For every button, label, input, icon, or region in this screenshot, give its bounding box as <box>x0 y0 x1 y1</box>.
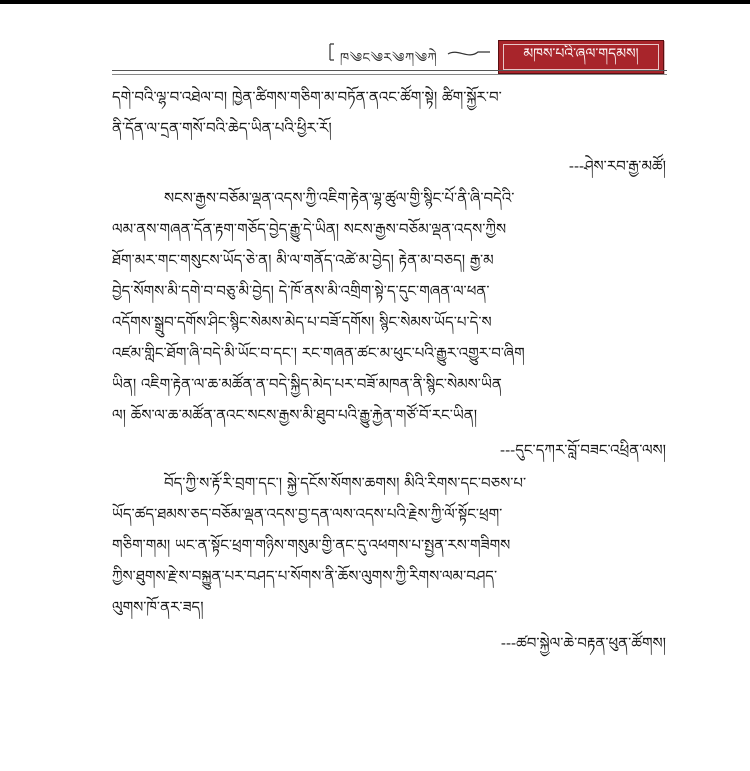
paragraph-line: ཡོད་ཚད་ཐམས་ཅད་བཅོམ་ལྡན་འདས་བྱ་དན་ལས་འདས་པའི་རྗེས་ཀྱི་ལོ་སྟོང་ཕྲག་ <box>112 505 503 523</box>
quote-attribution-1: ---ཤེས་རབ་རྒྱ་མཚོ། <box>568 157 666 175</box>
section-tag-label: མཁས་པའི་ཞལ་གདམས། <box>503 44 659 70</box>
section-tag <box>498 40 664 74</box>
paragraph-line: འཛམ་གླིང་ཐོག་ཞི་བདེ་མི་ཡོང་བ་དང་། རང་གཞན་ཚང་མ་ཕུང་པའི་རྒྱུར་འགྱུར་བ་ཞིག <box>112 344 525 362</box>
paragraph-line: དགེ་བའི་ལྷ་བ་འཐེལ་བ། ཁྱེན་ཚིགས་གཅིག་མ་བཏོན་ནའང་ཚོག་སྟེ། ཚིག་སྐྱོར་བ་ <box>112 88 502 106</box>
quote-paragraph-1 <box>112 82 667 144</box>
paragraph-line: སངས་རྒྱས་བཅོམ་ལྡན་འདས་ཀྱི་འཇིག་རྟེན་ལྷ་ཚུལ་གྱི་སྙིང་པོ་ནི་ཞི་བདེའི་ <box>164 189 515 207</box>
paragraph-line: འདོགས་སྒྲུབ་དགོས་ཤིང་སྙིང་སེམས་མེད་པ་བཟོ་དགོས། སྙིང་སེམས་ཡོད་པ་དེ་ས <box>112 313 492 331</box>
ornament-text: ཁ༄ང༄ར༄ཀ༄ཀེ <box>340 51 438 66</box>
header-rule <box>112 70 667 71</box>
quote-paragraph-2 <box>112 183 667 431</box>
paragraph-line: ལུགས་ཁོ་ནར་ཟད། <box>112 598 204 616</box>
top-edge-bar <box>0 0 750 4</box>
paragraph-line: ལ། ཆོས་ལ་ཆ་མཚོན་ནའང་སངས་རྒྱས་མི་ཐུབ་པའི་རྒྱུ་རྐྱེན་གཙོ་བོ་རང་ཡིན། <box>112 406 478 424</box>
paragraph-line: ལམ་ནས་གཞན་དོན་རྟག་གཅོད་བྱེད་རྒྱུ་དེ་ཡིན། སངས་རྒྱས་བཅོམ་ལྡན་འདས་ཀྱིས <box>112 220 507 238</box>
paragraph-line: ཡིན། འཇིག་རྟེན་ལ་ཆ་མཚོན་ན་བདེ་སྐྱིད་མེད་པར་བཟོ་མཁན་ནི་སྙིང་སེམས་ཡིན <box>112 375 502 393</box>
paragraph-line: བྱེད་སོགས་མི་དགེ་བ་བཅུ་མི་བྱེད། དེ་ཁོ་ནས་མི་འགྲིག་སྟེ་ད་དུང་གཞན་ལ་ཕན་ <box>112 282 490 300</box>
paragraph-line: ཐོག་མར་གང་གསུངས་ཡོད་ཅེ་ན། མི་ལ་གནོད་འཚེ་མ་བྱེད། རྟེན་མ་བཅད། རྒྱ་མ <box>112 251 494 269</box>
header-rule-secondary <box>112 74 667 75</box>
paragraph-line: གཅིག་གམ། ཡང་ན་སྟོང་ཕྲག་གཉིས་གསུམ་གྱི་ནང་དུ་འཕགས་པ་སྤྱན་རས་གཟིགས <box>112 536 511 554</box>
paragraph-line: ནི་དོན་ལ་དྲན་གསོ་བའི་ཆེད་ཡིན་པའི་ཕྱིར་རོ། <box>112 119 332 137</box>
quote-attribution-2: ---དུང་དཀར་བློ་བཟང་འཕྲིན་ལས། <box>500 441 666 459</box>
paragraph-line: བོད་ཀྱི་ས་རྟོ་རི་བྲག་དང་། སྐྱེ་དངོས་སོགས་ཆགས། མིའི་རིགས་དང་བཅས་པ་ <box>164 474 527 492</box>
quote-paragraph-3 <box>112 468 667 623</box>
paragraph-line: ཀྱིས་ཐུགས་རྗེ་ས་བསྐྱུན་པར་བཤད་པ་སོགས་ནི་ཆོས་ལུགས་ཀྱི་རིགས་ལམ་བཤད་ <box>112 567 498 585</box>
quote-attribution-3: ---ཚབ་སྐྱེལ་ཆེ་བརྟན་ཕུན་ཚོགས། <box>500 634 666 652</box>
header-ornament <box>328 38 493 66</box>
